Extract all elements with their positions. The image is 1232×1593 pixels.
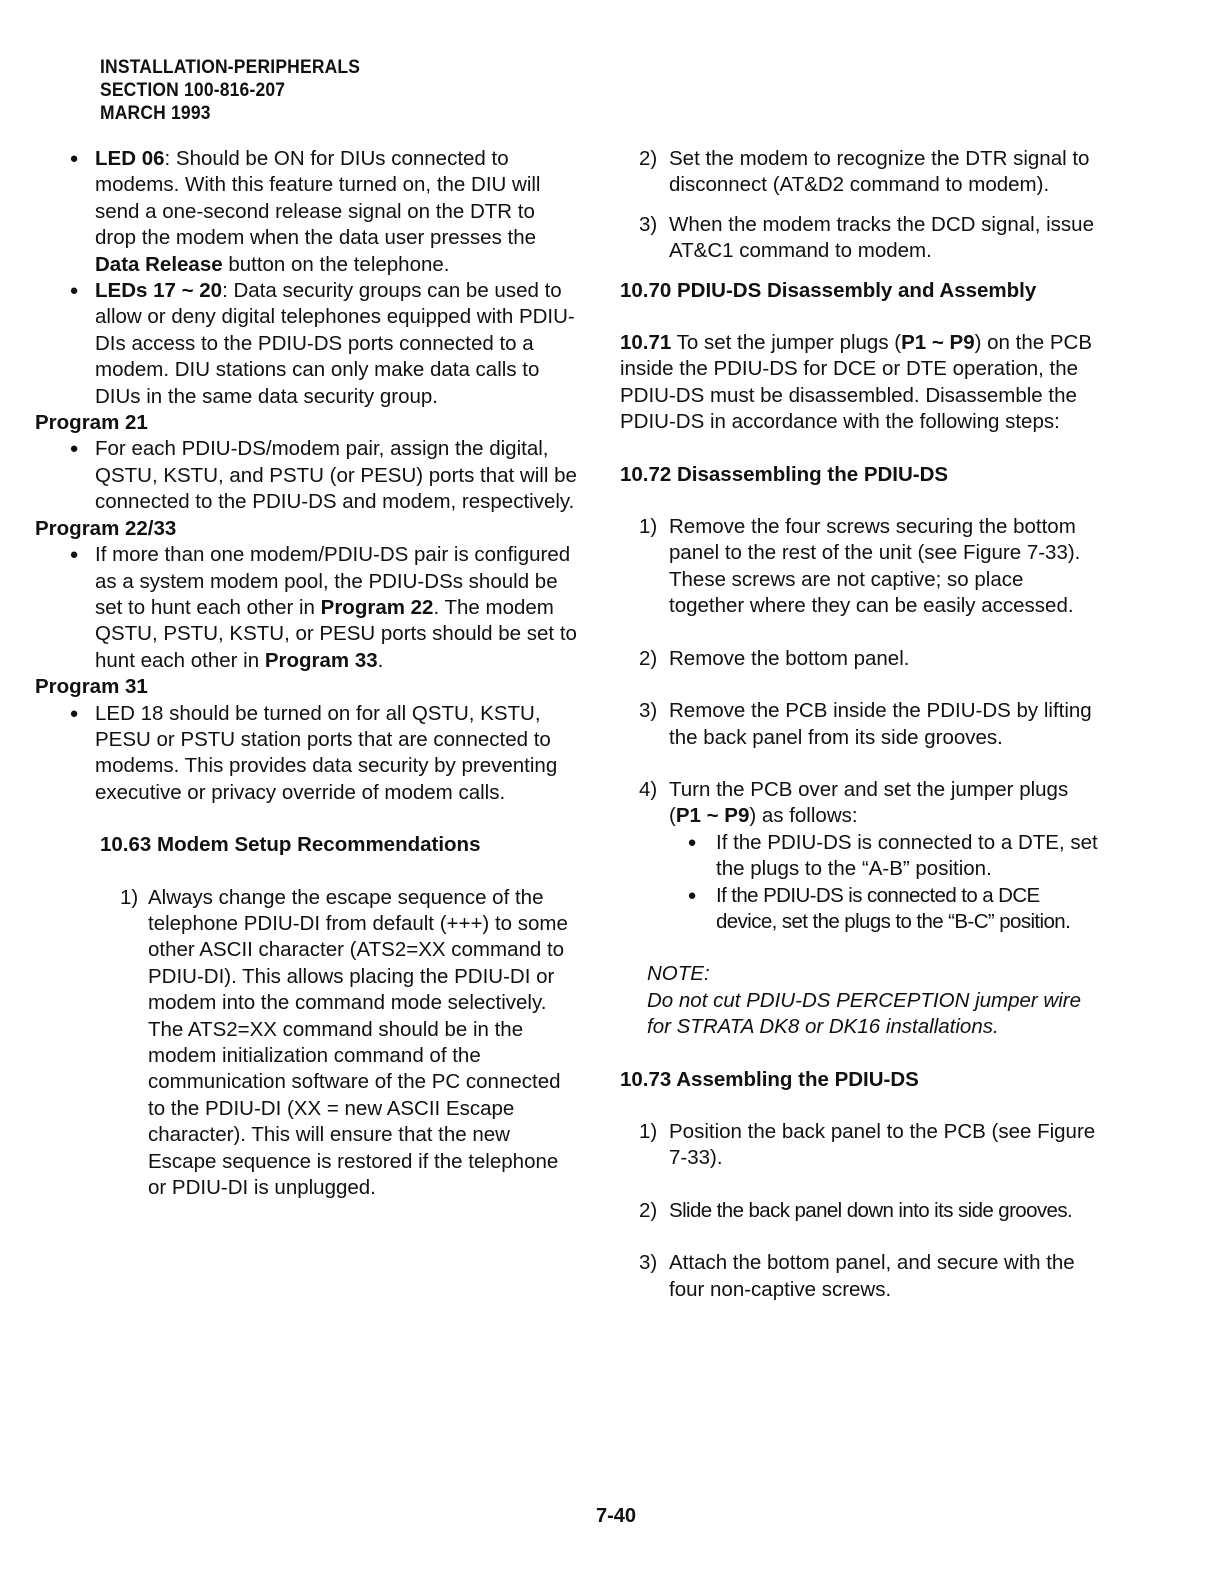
bullet-icon: ●	[69, 282, 79, 300]
header-date: MARCH 1993	[100, 103, 211, 124]
step-number: 2)	[639, 147, 658, 170]
bullet-text-part: If more than one modem/PDIU-DS pair is configured as a system modem pool, the PDIU-DSs should be set to hunt each other in	[95, 543, 571, 619]
list-item	[669, 883, 1100, 936]
numbered-list	[620, 146, 1100, 265]
bullet-text	[95, 146, 578, 278]
bullet-text: LED 18 should be turned on for all QSTU, KSTU, PESU or PSTU station ports that are connected to modems. This provides data security by preventing executive or privacy override of modem calls.	[95, 701, 558, 804]
step-text: When the modem tracks the DCD signal, issue AT&C1 command to modem.	[669, 212, 1094, 263]
list-item	[620, 1250, 1100, 1303]
section-heading: 10.73 Assembling the PDIU-DS	[620, 1067, 919, 1091]
jumper-range: P1 ~ P9	[675, 804, 750, 828]
bullet-icon: ●	[687, 833, 697, 851]
list-item	[620, 514, 1100, 620]
step-text	[669, 777, 1100, 830]
numbered-list	[620, 514, 1100, 935]
step-text: Set the modem to recognize the DTR signal to disconnect (AT&D2 command to modem).	[669, 147, 1090, 197]
bullet-text-part: button on the telephone.	[222, 252, 450, 276]
bullet-text	[95, 278, 578, 410]
bullet-text-part: . The modem QSTU, PSTU, KSTU, or PESU ports should be set to hunt each other in	[95, 595, 577, 672]
bullet-icon: ●	[69, 150, 79, 167]
step-text: Remove the bottom panel.	[669, 646, 910, 670]
list-item	[620, 212, 1100, 265]
program-ref: Program 33	[264, 648, 378, 672]
program-21-block	[0, 410, 578, 806]
section-heading: 10.70 PDIU-DS Disassembly and Assembly	[620, 278, 1037, 302]
bullet-icon: ●	[687, 886, 697, 904]
page-header	[100, 56, 360, 125]
section-heading: 10.72 Disassembling the PDIU-DS	[620, 462, 949, 486]
bullet-icon: ●	[69, 440, 79, 458]
list-item	[0, 436, 578, 515]
step-number: 1)	[639, 515, 658, 539]
numbered-list	[620, 1119, 1100, 1303]
step-number: 4)	[639, 777, 658, 801]
program-bullet-list	[0, 701, 578, 807]
bullet-text-part: : Data security groups can be used to allow or deny digital telephones equipped with PDIU-DIs access to the PDIU-DS ports connected to a modem. DIU stations can only make data calls to DIUs in the same data security group.	[95, 279, 575, 408]
bullet-text: If the PDIU-DS is connected to a DTE, set the plugs to the “A-B” position.	[716, 830, 1098, 881]
led-bullet-list	[0, 146, 578, 410]
step-number: 2)	[639, 1198, 658, 1222]
section-heading: 10.63 Modem Setup Recommendations	[100, 833, 481, 857]
note-text: Do not cut PDIU-DS PERCEPTION jumper wire for STRATA DK8 or DK16 installations.	[647, 988, 1082, 1039]
program-bullet-list	[0, 436, 578, 515]
program-heading: Program 21	[35, 411, 148, 435]
paragraph-10-71	[620, 330, 1100, 436]
step-text-part: Turn the PCB over and set the jumper plugs (	[669, 777, 1069, 828]
list-item	[100, 885, 578, 1202]
step-text: Slide the back panel down into its side grooves.	[669, 1198, 1073, 1222]
program-ref: Program 22	[320, 595, 434, 619]
bullet-text: If the PDIU-DS is connected to a DCE device, set the plugs to the “B-C” position.	[716, 883, 1071, 933]
list-item	[0, 701, 578, 807]
header-section: SECTION 100-816-207	[100, 80, 286, 101]
step-text: Position the back panel to the PCB (see Figure 7-33).	[669, 1119, 1096, 1170]
list-item	[620, 777, 1100, 935]
paragraph-number: 10.71	[620, 331, 672, 355]
step-text: Always change the escape sequence of the telephone PDIU-DI from default (+++) to some other ASCII character (ATS2=XX command to PDIU-DI). This allows placing the PDIU-DI or modem into the command mode selectively. The ATS2=XX command should be in the modem initialization command of the communication software of the PC connected to the PDIU-DI (XX = new ASCII Escape character). This will ensure that the new Escape sequence is restored if the telephone or PDIU-DI is unplugged.	[148, 885, 568, 1200]
step-number: 1)	[120, 885, 139, 909]
bullet-text-part: .	[377, 648, 384, 672]
note-block	[620, 961, 1100, 1040]
paragraph-text: ) on the PCB inside the PDIU-DS for DCE or DTE operation, the PDIU-DS must be disassembled. Disassemble the PDIU-DS in accordance with the following steps:	[620, 331, 1092, 434]
bullet-icon: ●	[69, 546, 79, 564]
sub-bullet-list	[669, 830, 1100, 936]
step-number: 1)	[639, 1119, 658, 1143]
list-item	[620, 1119, 1100, 1172]
list-item	[620, 646, 1100, 672]
step-number: 3)	[639, 699, 658, 723]
left-column	[35, 146, 578, 1201]
list-item	[620, 146, 1100, 199]
list-item	[620, 698, 1100, 751]
program-bullet-list	[0, 542, 578, 674]
numbered-list	[100, 885, 578, 1202]
page-number: 7-40	[595, 1505, 637, 1527]
list-item	[0, 542, 578, 674]
note-label: NOTE:	[647, 962, 710, 986]
step-number: 3)	[639, 212, 658, 236]
step-text: Remove the four screws securing the bottom panel to the rest of the unit (see Figure 7-33). These screws are not captive; so place together where they can be easily accessed.	[669, 515, 1081, 618]
button-name: Data Release	[95, 252, 223, 276]
program-heading: Program 31	[35, 675, 148, 699]
paragraph-text: To set the jumper plugs (	[671, 331, 902, 355]
jumper-range: P1 ~ P9	[901, 331, 975, 355]
bullet-text	[95, 542, 578, 674]
bullet-icon: ●	[69, 704, 79, 722]
bullet-text-part: : Should be ON for DIUs connected to modems. With this feature turned on, the DIU will send a one-second release signal on the DTR to drop the modem when the data user presses the	[95, 147, 541, 250]
bullet-text: For each PDIU-DS/modem pair, assign the digital, QSTU, KSTU, and PSTU (or PESU) ports that will be connected to the PDIU-DS and modem, respectively.	[95, 437, 577, 514]
step-text: Remove the PCB inside the PDIU-DS by lifting the back panel from its side grooves.	[669, 699, 1092, 749]
list-item	[620, 1198, 1100, 1224]
list-item	[0, 278, 578, 410]
step-text: Attach the bottom panel, and secure with the four non-captive screws.	[669, 1251, 1075, 1301]
step-number: 2)	[639, 646, 658, 670]
step-number: 3)	[639, 1251, 658, 1275]
header-title: INSTALLATION-PERIPHERALS	[100, 57, 361, 78]
led-label: LEDs 17 ~ 20	[95, 279, 223, 303]
program-heading: Program 22/33	[35, 516, 177, 540]
list-item	[0, 146, 578, 278]
step-text-part: ) as follows:	[749, 804, 858, 828]
led-label: LED 06	[95, 147, 165, 170]
right-column	[620, 146, 1100, 1303]
list-item	[669, 830, 1100, 883]
